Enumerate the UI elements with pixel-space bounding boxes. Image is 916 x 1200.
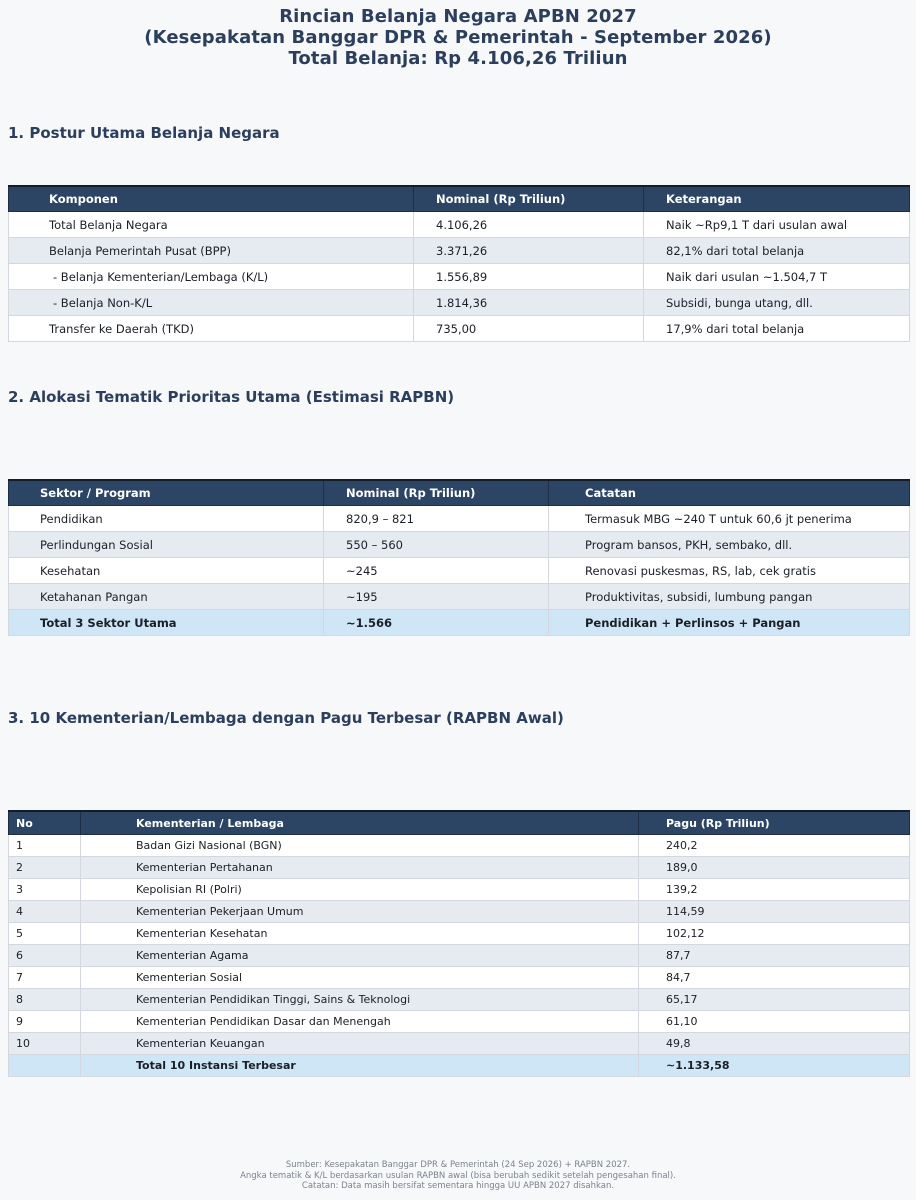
table-cell: Kementerian Pekerjaan Umum <box>81 901 639 923</box>
table-cell: Total 10 Instansi Terbesar <box>81 1055 639 1077</box>
table-row <box>9 989 910 1011</box>
total-row <box>9 610 910 636</box>
table-row <box>9 1011 910 1033</box>
footnote-line: Catatan: Data masih bersifat sementara hingga UU APBN 2027 disahkan. <box>301 1181 615 1191</box>
table-cell: Kepolisian RI (Polri) <box>81 879 639 901</box>
table-cell: 102,12 <box>639 923 910 945</box>
table-cell: 189,0 <box>639 857 910 879</box>
table-cell: 61,10 <box>639 1011 910 1033</box>
table-cell: Program bansos, PKH, sembako, dll. <box>549 532 910 558</box>
table-cell: 735,00 <box>414 316 644 342</box>
table-cell: Termasuk MBG ~240 T untuk 60,6 jt penerima <box>549 506 910 532</box>
column-header: Nominal (Rp Triliun) <box>414 186 644 212</box>
table-cell: 3.371,26 <box>414 238 644 264</box>
table-cell: ~1.133,58 <box>639 1055 910 1077</box>
postur-table <box>8 185 910 342</box>
table-row <box>9 212 910 238</box>
table-cell: 6 <box>9 945 81 967</box>
column-header: Kementerian / Lembaga <box>81 811 639 835</box>
tematik-table <box>8 479 910 636</box>
table-row <box>9 857 910 879</box>
column-header: Pagu (Rp Triliun) <box>639 811 910 835</box>
table-cell: Kementerian Sosial <box>81 967 639 989</box>
table-cell: Pendidikan <box>9 506 324 532</box>
table-row <box>9 835 910 857</box>
table-row <box>9 1033 910 1055</box>
table-header-row <box>9 186 910 212</box>
table-cell: 84,7 <box>639 967 910 989</box>
table-cell: Kementerian Agama <box>81 945 639 967</box>
table-cell: 5 <box>9 923 81 945</box>
table-cell: 65,17 <box>639 989 910 1011</box>
column-header: Nominal (Rp Triliun) <box>324 480 549 506</box>
table-cell: 2 <box>9 857 81 879</box>
total-spending-heading: Total Belanja: Rp 4.106,26 Triliun <box>288 48 628 69</box>
column-header: No <box>9 811 81 835</box>
page-subtitle: (Kesepakatan Banggar DPR & Pemerintah - September 2026) <box>144 27 772 48</box>
column-header: Catatan <box>549 480 910 506</box>
table-cell: 4.106,26 <box>414 212 644 238</box>
table-header-row <box>9 480 910 506</box>
table-row <box>9 967 910 989</box>
table-cell: Pendidikan + Perlinsos + Pangan <box>549 610 910 636</box>
column-header: Keterangan <box>644 186 910 212</box>
table-cell: 1.556,89 <box>414 264 644 290</box>
table-cell: Kementerian Kesehatan <box>81 923 639 945</box>
table-cell: Kementerian Pendidikan Dasar dan Menengah <box>81 1011 639 1033</box>
table-cell: 139,2 <box>639 879 910 901</box>
table-row <box>9 290 910 316</box>
table-row <box>9 923 910 945</box>
table-cell: 7 <box>9 967 81 989</box>
table-cell: - Belanja Kementerian/Lembaga (K/L) <box>9 264 414 290</box>
table-cell: ~245 <box>324 558 549 584</box>
table-row <box>9 506 910 532</box>
page-title: Rincian Belanja Negara APBN 2027 <box>279 6 637 27</box>
table-cell: Kementerian Pertahanan <box>81 857 639 879</box>
table-cell: 4 <box>9 901 81 923</box>
table-cell: Renovasi puskesmas, RS, lab, cek gratis <box>549 558 910 584</box>
table-row <box>9 238 910 264</box>
table-cell: 1.814,36 <box>414 290 644 316</box>
table-cell: Subsidi, bunga utang, dll. <box>644 290 910 316</box>
table-cell: Total 3 Sektor Utama <box>9 610 324 636</box>
table-cell: 550 – 560 <box>324 532 549 558</box>
table-cell: 17,9% dari total belanja <box>644 316 910 342</box>
table-cell: Kementerian Keuangan <box>81 1033 639 1055</box>
section-2-title: 2. Alokasi Tematik Prioritas Utama (Estimasi RAPBN) <box>8 388 455 406</box>
page-header <box>0 6 916 69</box>
table-row <box>9 945 910 967</box>
total-row <box>9 1055 910 1077</box>
table-cell: 49,8 <box>639 1033 910 1055</box>
table-cell <box>9 1055 81 1077</box>
table-cell: 3 <box>9 879 81 901</box>
table-row <box>9 879 910 901</box>
table-cell: 820,9 – 821 <box>324 506 549 532</box>
table-cell: 9 <box>9 1011 81 1033</box>
table-cell: Perlindungan Sosial <box>9 532 324 558</box>
table-cell: Ketahanan Pangan <box>9 584 324 610</box>
section-1-title: 1. Postur Utama Belanja Negara <box>8 124 280 142</box>
table-row <box>9 558 910 584</box>
column-header: Komponen <box>9 186 414 212</box>
table-cell: Badan Gizi Nasional (BGN) <box>81 835 639 857</box>
table-row <box>9 584 910 610</box>
source-footnote <box>0 1160 916 1192</box>
table-cell: Kementerian Pendidikan Tinggi, Sains & Teknologi <box>81 989 639 1011</box>
table-cell: 240,2 <box>639 835 910 857</box>
table-cell: 114,59 <box>639 901 910 923</box>
table-cell: Kesehatan <box>9 558 324 584</box>
table-cell: Belanja Pemerintah Pusat (BPP) <box>9 238 414 264</box>
table-header-row <box>9 811 910 835</box>
table-row <box>9 264 910 290</box>
table-cell: 8 <box>9 989 81 1011</box>
table-cell: ~195 <box>324 584 549 610</box>
table-cell: Naik dari usulan ~1.504,7 T <box>644 264 910 290</box>
table-cell: 87,7 <box>639 945 910 967</box>
section-3-title: 3. 10 Kementerian/Lembaga dengan Pagu Terbesar (RAPBN Awal) <box>8 709 564 727</box>
column-header: Sektor / Program <box>9 480 324 506</box>
footnote-line: Angka tematik & K/L berdasarkan usulan RAPBN awal (bisa berubah sedikit setelah pengesahan final). <box>240 1170 676 1181</box>
table-cell: Naik ~Rp9,1 T dari usulan awal <box>644 212 910 238</box>
table-cell: 10 <box>9 1033 81 1055</box>
table-cell: ~1.566 <box>324 610 549 636</box>
table-row <box>9 316 910 342</box>
top-ministries-table <box>8 810 910 1077</box>
table-cell: - Belanja Non-K/L <box>9 290 414 316</box>
table-row <box>9 532 910 558</box>
table-cell: 82,1% dari total belanja <box>644 238 910 264</box>
table-cell: Transfer ke Daerah (TKD) <box>9 316 414 342</box>
table-cell: 1 <box>9 835 81 857</box>
footnote-line: Sumber: Kesepakatan Banggar DPR & Pemerintah (24 Sep 2026) + RAPBN 2027. <box>285 1160 631 1170</box>
table-row <box>9 901 910 923</box>
table-cell: Total Belanja Negara <box>9 212 414 238</box>
table-cell: Produktivitas, subsidi, lumbung pangan <box>549 584 910 610</box>
